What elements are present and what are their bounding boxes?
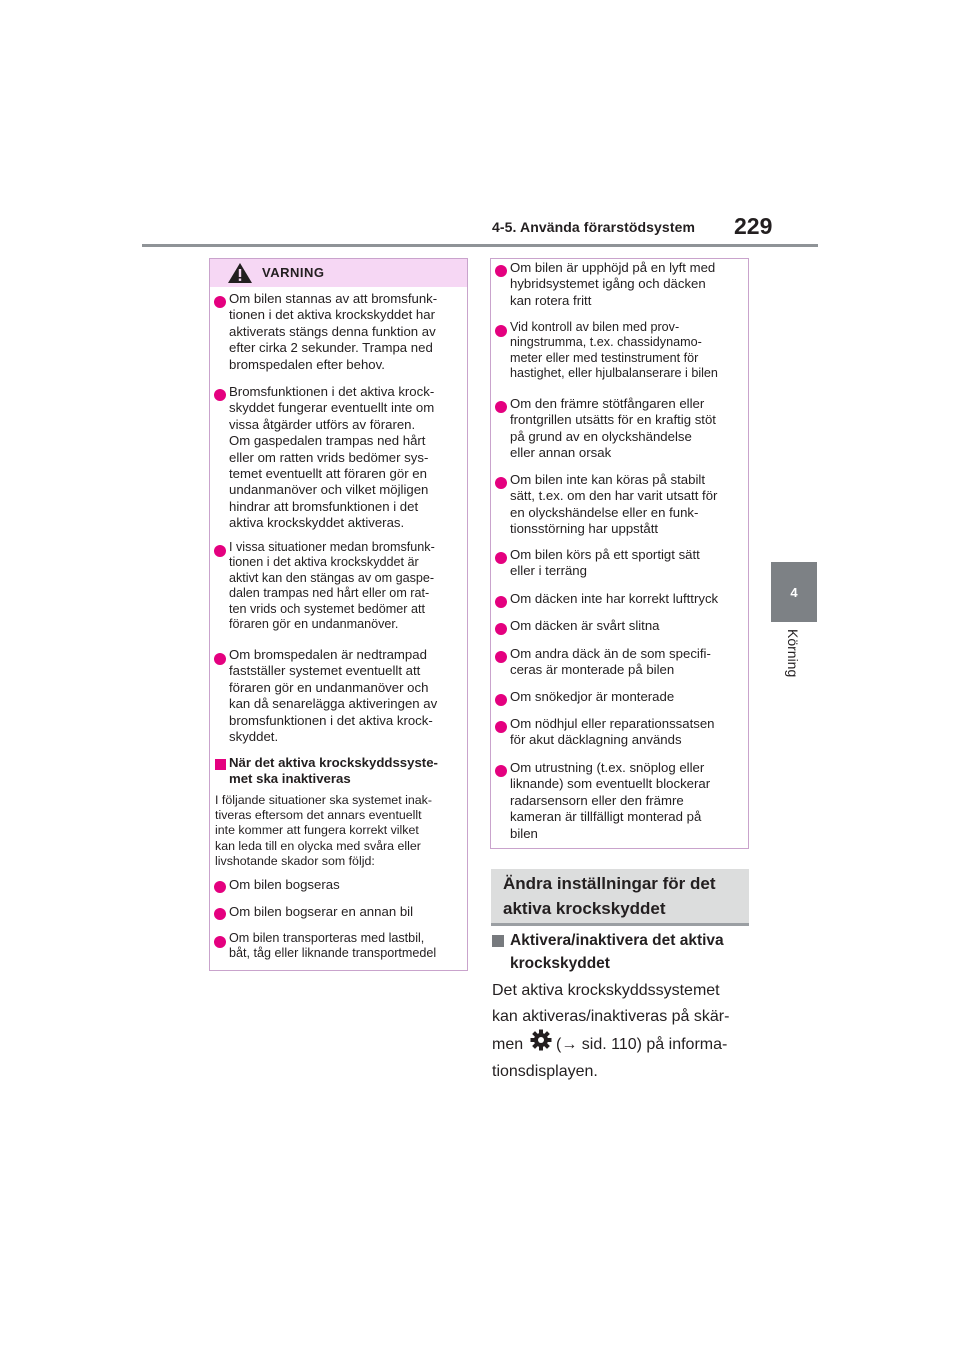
list-item: Om nödhjul eller reparationssatsen för akut däcklagning används <box>510 716 715 748</box>
list-item: Om andra däck än de som specifi- ceras är monterade på bilen <box>510 646 711 678</box>
bullet-icon <box>214 881 226 893</box>
bullet-icon <box>214 545 226 557</box>
body-line: kan aktiveras/inaktiveras på skär- <box>492 1008 730 1025</box>
page-number: 229 <box>734 213 773 239</box>
list-item: Om däcken inte har korrekt lufttryck <box>510 591 719 606</box>
body-line: (→ sid. 110) på informa- <box>556 1036 728 1053</box>
bullet-icon <box>214 389 226 401</box>
running-header-title: 4-5. Använda förarstödsystem <box>492 219 696 235</box>
warning-item: Om bromspedalen är nedtrampad fastställer systemet eventuellt att föraren gör en undanmanöver och kan då senarelägga aktiveringen av bromsfunktionen i det aktiva krock- skyddet. <box>229 647 438 745</box>
warning-item: I vissa situationer medan bromsfunk- tionen i det aktiva krockskyddet är aktivt kan den stängas av om gaspe- dalen trampas ned hårt eller om rat- ten vrids och systemet bedömer att föraren gör en undanmanöver. <box>229 540 435 632</box>
body-line: men <box>492 1036 524 1053</box>
bullet-icon <box>495 401 507 413</box>
warning-item: Bromsfunktionen i det aktiva krock- skyddet fungerar eventuellt inte om vissa åtgärder utförs av föraren. Om gaspedalen trampas ned hårt eller om ratten vrids bedömer sys- temet eventuellt att föraren gör en undanmanöver och vilket möjligen hindrar att bromsfunktionen i det aktiva krockskyddet aktiveras. <box>229 384 435 531</box>
warning-subheading: När det aktiva krockskyddssyste- met ska inaktiveras <box>229 755 438 786</box>
bullet-icon <box>495 721 507 733</box>
list-item: Om däcken är svårt slitna <box>510 618 660 633</box>
bullet-icon <box>495 651 507 663</box>
warning-triangle-icon <box>227 262 253 284</box>
condition-item: Om bilen bogseras <box>229 877 340 892</box>
square-bullet-icon <box>492 935 504 947</box>
list-item: Om bilen är upphöjd på en lyft med hybridsystemet igång och däcken kan rotera fritt <box>510 260 716 308</box>
bullet-icon <box>495 596 507 608</box>
bullet-icon <box>214 936 226 948</box>
chapter-tab <box>771 562 817 622</box>
square-bullet-icon <box>215 759 226 770</box>
body-line: Det aktiva krockskyddssystemet <box>492 982 720 999</box>
subsection-heading: Aktivera/inaktivera det aktiva krockskyddet <box>510 932 724 972</box>
condition-item: Om bilen bogserar en annan bil <box>229 904 414 919</box>
list-item: Om bilen inte kan köras på stabilt sätt, t.ex. om den har varit utsatt för en olyckshändelse eller en funk- tionsstörning har uppstått <box>510 472 718 537</box>
list-item: Om bilen körs på ett sportigt sätt eller i terräng <box>510 547 700 579</box>
body-line: tionsdisplayen. <box>492 1063 598 1080</box>
chapter-label-wrap <box>783 629 805 699</box>
chapter-number: 4 <box>790 584 798 600</box>
bullet-icon <box>214 908 226 920</box>
chapter-label: Körning <box>785 629 801 678</box>
bullet-icon <box>495 694 507 706</box>
list-item: Vid kontroll av bilen med prov- ningstrumma, t.ex. chassidynamo- meter eller med testinstrument för hastighet, eller hjulbalanserare i bilen <box>510 320 718 381</box>
condition-item: Om bilen transporteras med lastbil, båt, tåg eller liknande transportmedel <box>229 931 437 961</box>
list-item: Om snökedjor är monterade <box>510 689 675 704</box>
bullet-icon <box>495 477 507 489</box>
bullet-icon <box>495 552 507 564</box>
gear-icon <box>530 1029 552 1051</box>
bullet-icon <box>495 265 507 277</box>
warning-item: Om bilen stannas av att bromsfunk- tionen i det aktiva krockskyddet har aktiverats stängs denna funktion av efter cirka 2 sekunder. Trampa ned bromspedalen efter behov. <box>229 291 438 372</box>
bullet-icon <box>495 623 507 635</box>
list-item: Om den främre stötfångaren eller frontgrillen utsätts för en kraftig stöt på grund av en olyckshändelse eller annan orsak <box>510 396 716 461</box>
section-heading: Ändra inställningar för det aktiva krockskyddet <box>503 874 716 918</box>
bullet-icon <box>214 653 226 665</box>
header-rule <box>142 244 818 247</box>
warning-title: VARNING <box>262 265 325 280</box>
bullet-icon <box>495 325 507 337</box>
warning-intro: I följande situationer ska systemet inak- tiveras eftersom det annars eventuellt inte kommer att fungera korrekt vilket kan leda till en olycka med svåra eller livshotande skador som följd: <box>215 793 432 868</box>
bullet-icon <box>214 296 226 308</box>
list-item: Om utrustning (t.ex. snöplog eller liknande) som eventuellt blockerar radarsensorn eller den främre kameran är tillfälligt monterad på bilen <box>510 760 711 841</box>
bullet-icon <box>495 765 507 777</box>
